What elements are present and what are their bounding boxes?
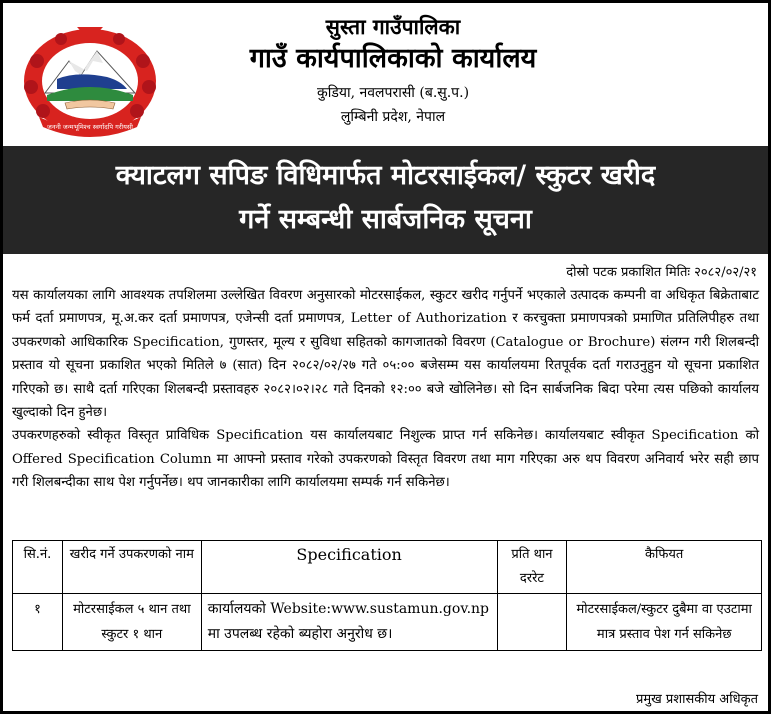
svg-text:जननी जन्मभूमिश्च स्वर्गादपि गर: जननी जन्मभूमिश्च स्वर्गादपि गरीयसी [47,123,133,131]
header-sn: सि.नं. [13,541,63,594]
cell-item: मोटरसाईकल ५ थान तथा स्कुटर १ थान [62,594,201,651]
notice-title-line-2: गर्ने सम्बन्धी सार्बजनिक सूचना [239,204,532,235]
header-specification: Specification [201,541,497,594]
notice-title-line-1: क्याटलग सपिङ विधिमार्फत मोटरसाईकल/ स्कुटर खरीद [115,160,656,191]
cell-specification: कार्यालयको Website:www.sustamun.gov.np मा उपलब्ध रहेको ब्यहोरा अनुरोध छ। [201,594,497,651]
header-remarks: कैफियत [567,541,762,594]
notice-title-band [3,146,768,254]
notice-paragraph-2: उपकरणहरुको स्वीकृत विस्तृत प्राविधिक Specification यस कार्यालयबाट निशुल्क प्राप्त गर्न सकिनेछ। कार्यालयबाट स्वीकृत Specification को Offered Specification Column मा आफ्नो प्रस्ताव गरेको उपकरणको विस्तृत विवरण तथा माग गरिएका अरु थप विवरण अनिवार्य भरेर सही छाप गरी शिलबन्दीका साथ पेश गर्नुपर्नेछ। थप जानकारीका लागि कार्यालयमा सम्पर्क गर्न सकिनेछ। [12,428,759,491]
cell-remarks: मोटरसाईकल/स्कुटर दुबैमा वा एउटामा मात्र प्रस्ताव पेश गर्न सकिनेछ [567,594,762,651]
province-line: लुम्बिनी प्रदेश, नेपाल [340,109,446,125]
publication-date: दोस्रो पटक प्रकाशित मितिः २०८२/०२/२१ [566,265,757,280]
organization-block [163,13,623,129]
signatory-title: प्रमुख प्रशासकीय अधिकृत [635,692,758,707]
header-item: खरीद गर्ने उपकरणको नाम [62,541,201,594]
nepal-emblem-icon [17,21,163,139]
table-header-row [13,541,762,594]
municipality-name: सुस्ता गाउँपालिका [325,14,461,39]
notice-body [3,262,768,495]
procurement-table [12,540,762,651]
header-rate: प्रति थान दररेट [497,541,567,594]
header [3,3,768,145]
cell-sn: १ [13,594,63,651]
office-name: गाउँ कार्यपालिकाको कार्यालय [249,43,537,74]
office-address: कुडिया, नवलपरासी (ब.सु.प.) [316,85,470,101]
notice-paragraph-1: यस कार्यालयका लागि आवश्यक तपशिलमा उल्लेखित विवरण अनुसारको मोटरसाईकल, स्कुटर खरीद गर्नुपर्ने भएकाले उत्पादक कम्पनी वा अधिकृत बिक्रेताबाट फर्म दर्ता प्रमाणपत्र, मू.अ.कर दर्ता प्रमाणपत्र, एजेन्सी दर्ता प्रमाणपत्र, Letter of Authorization र करचुक्ता प्रमाणपत्रको प्रमाणित प्रतिलिपीहरु तथा उपकरणको आधिकारिक Specification, गुणस्तर, मूल्य र सुविधा सहितको कागजातको विवरण (Catalogue or Brochure) संलग्न गरी शिलबन्दी प्रस्ताव यो सूचना प्रकाशित भएको मितिले ७ (सात) दिन २०८२/०२/२७ गते ०५:०० बजेसम्म यस कार्यालयमा रितपूर्वक दर्ता गराउनुहुन यो सूचना प्रकाशित गरिएको छ। साथै दर्ता गरिएका शिलबन्दी प्रस्तावहरु २०८२।०२।२८ गते दिनको १२:०० बजे खोलिनेछ। सो दिन सार्बजनिक बिदा परेमा त्यस पछिको कार्यालय खुल्दाको दिन हुनेछ। [12,288,759,421]
table-row [13,594,762,651]
cell-rate [497,594,567,651]
